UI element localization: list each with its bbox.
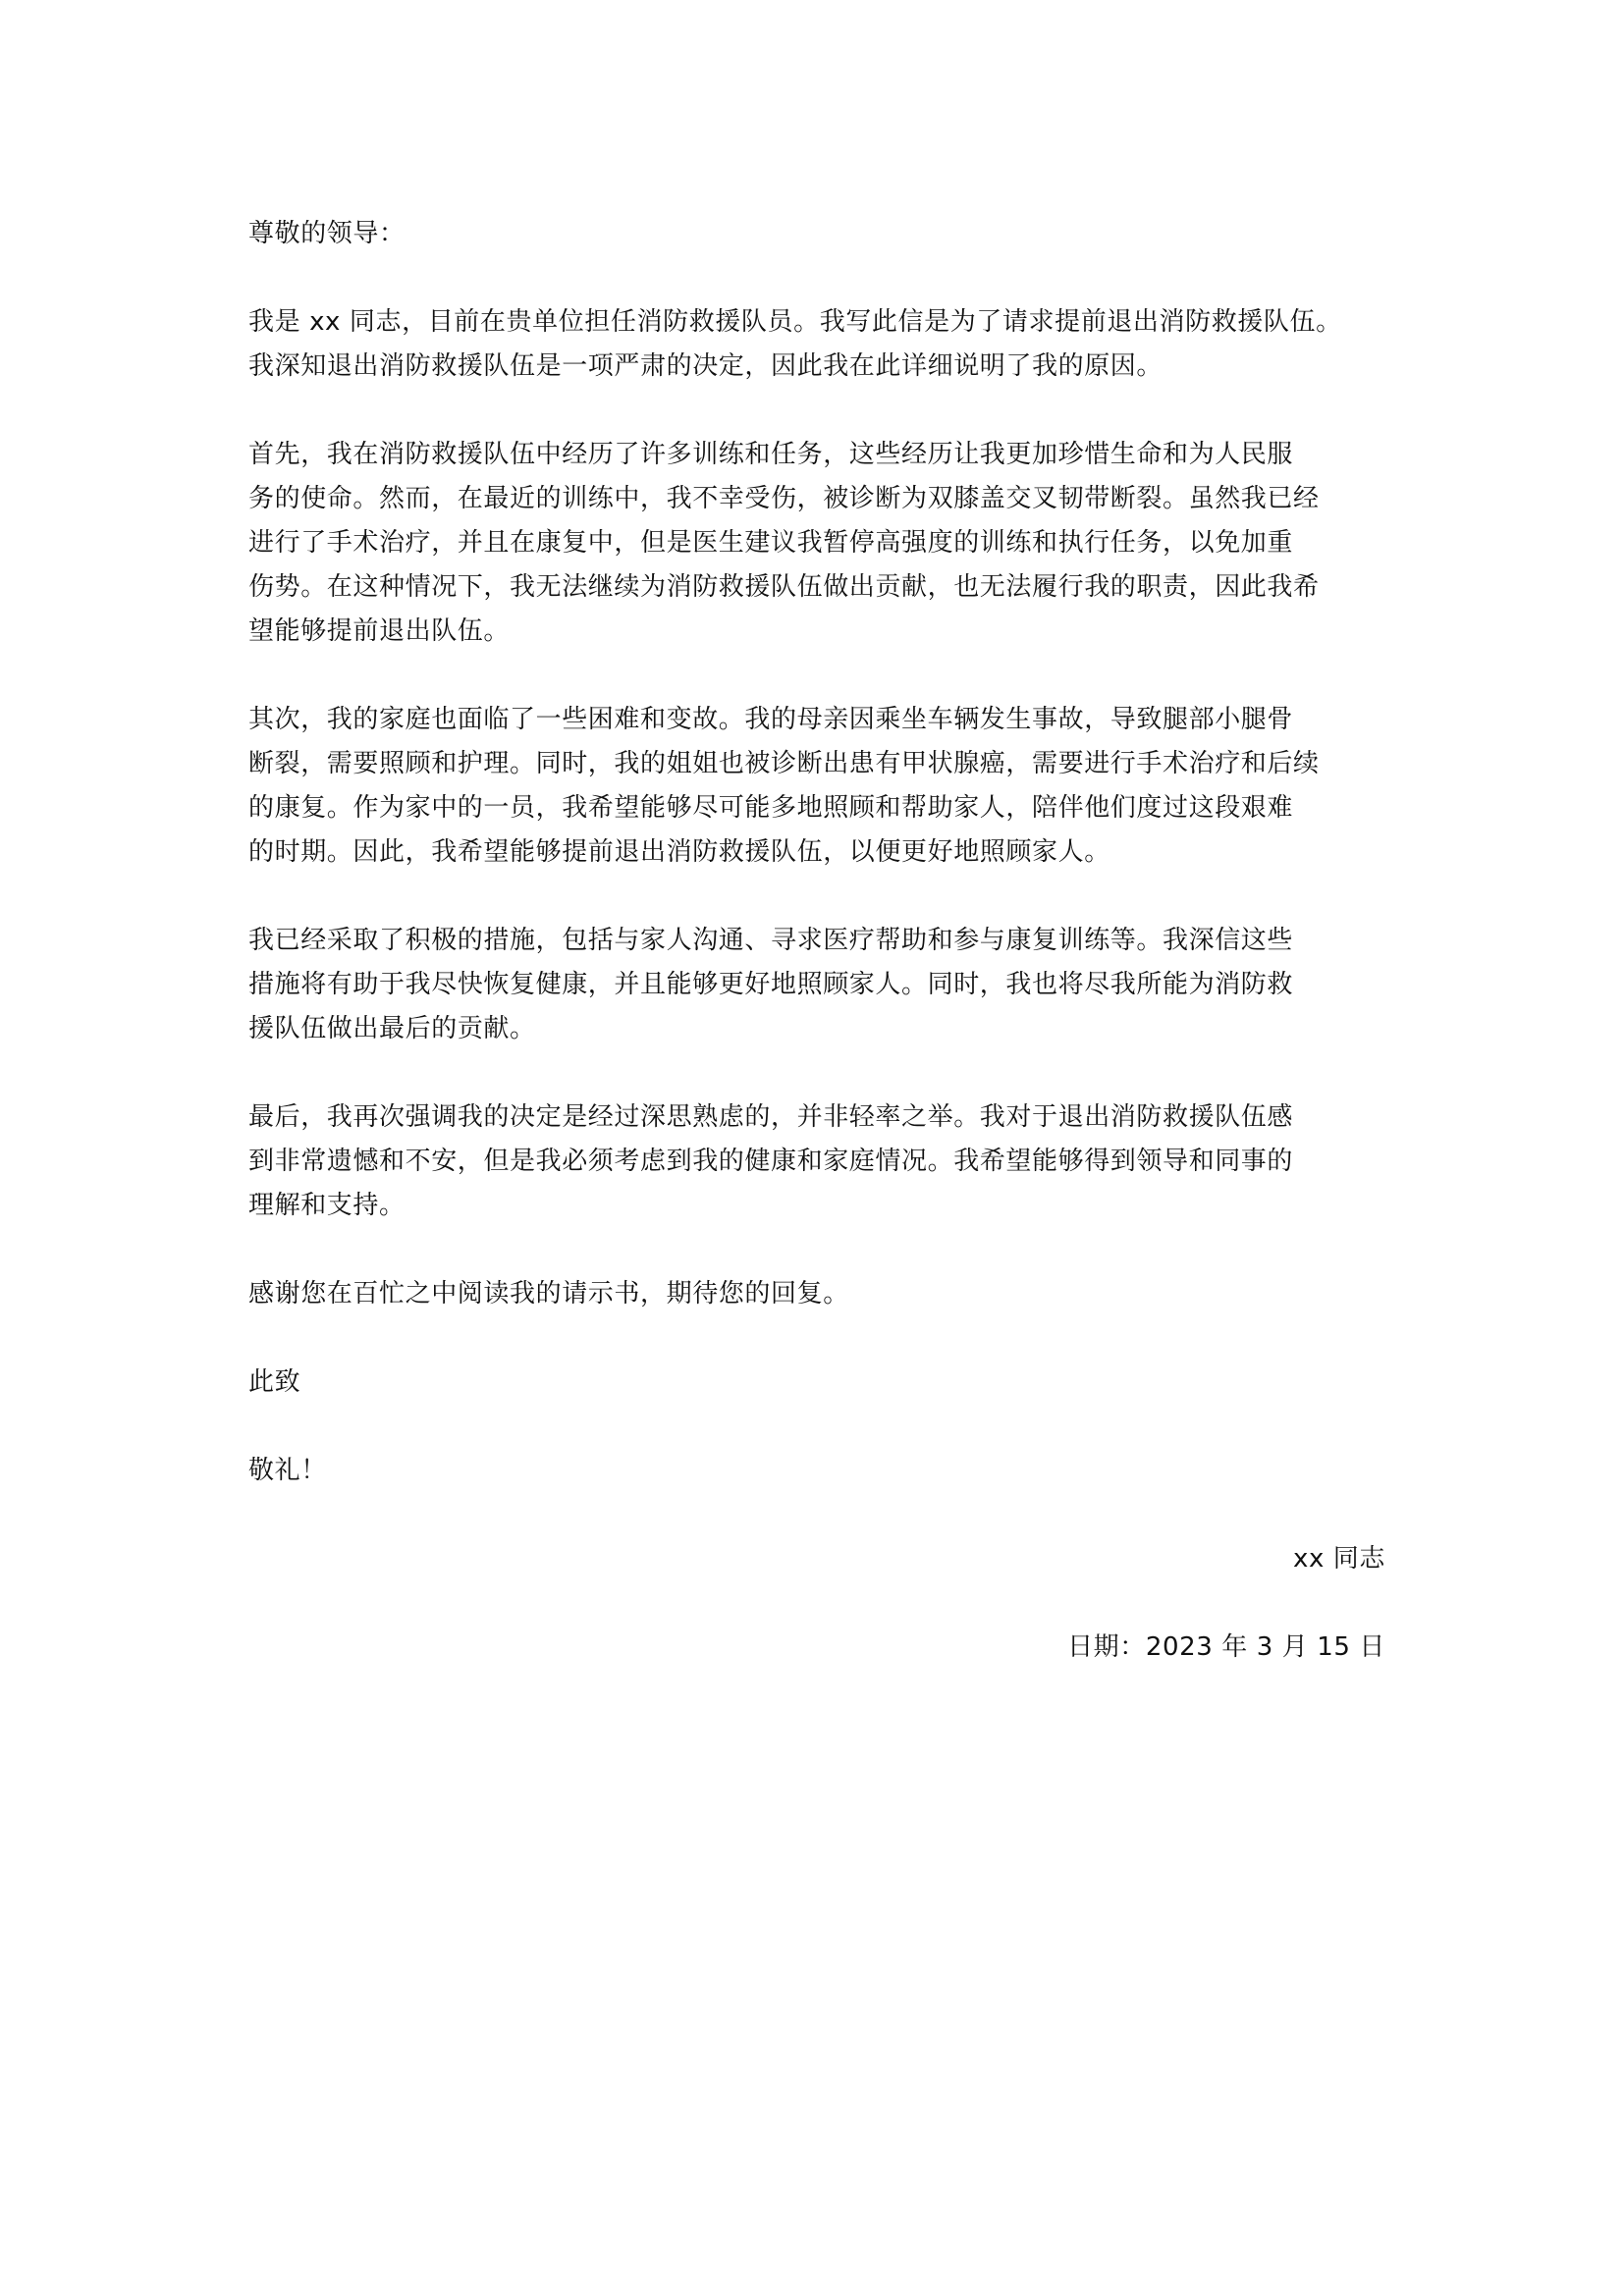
paragraph-1 bbox=[248, 300, 1385, 389]
paragraph-6 bbox=[248, 1272, 1385, 1316]
spacer bbox=[248, 654, 1385, 698]
spacer bbox=[248, 875, 1385, 919]
paragraph-line: 援队伍做出最后的贡献。 bbox=[248, 1014, 536, 1043]
paragraph-line: 望能够提前退出队伍。 bbox=[248, 616, 511, 646]
spacer bbox=[248, 1405, 1385, 1449]
paragraph-5 bbox=[248, 1095, 1385, 1228]
closing-line-1: 此致 bbox=[248, 1367, 301, 1397]
paragraph-line: 首先，我在消防救援队伍中经历了许多训练和任务，这些经历让我更加珍惜生命和为人民服 bbox=[248, 440, 1294, 469]
paragraph-line: 其次，我的家庭也面临了一些困难和变故。我的母亲因乘坐车辆发生事故，导致腿部小腿骨 bbox=[248, 705, 1294, 734]
paragraph-line: 的康复。作为家中的一员，我希望能够尽可能多地照顾和帮助家人，陪伴他们度过这段艰难 bbox=[248, 793, 1294, 823]
paragraph-3 bbox=[248, 698, 1385, 875]
paragraph-line: 断裂，需要照顾和护理。同时，我的姐姐也被诊断出患有甲状腺癌，需要进行手术治疗和后续 bbox=[248, 749, 1320, 778]
paragraph-line: 感谢您在百忙之中阅读我的请示书，期待您的回复。 bbox=[248, 1279, 849, 1308]
paragraph-line: 伤势。在这种情况下，我无法继续为消防救援队伍做出贡献，也无法履行我的职责，因此我希 bbox=[248, 572, 1320, 602]
spacer bbox=[248, 256, 1385, 300]
signature: xx 同志 bbox=[1292, 1544, 1385, 1574]
spacer bbox=[248, 1493, 1385, 1537]
spacer bbox=[248, 389, 1385, 433]
closing-line-2: 敬礼！ bbox=[248, 1456, 327, 1485]
paragraph-line: 我是 xx 同志，目前在贵单位担任消防救援队员。我写此信是为了请求提前退出消防救援队伍。 bbox=[248, 307, 1342, 337]
date: 日期：2023 年 3 月 15 日 bbox=[1067, 1632, 1385, 1662]
paragraph-line: 措施将有助于我尽快恢复健康，并且能够更好地照顾家人。同时，我也将尽我所能为消防救 bbox=[248, 970, 1294, 999]
paragraph-line: 我已经采取了积极的措施，包括与家人沟通、寻求医疗帮助和参与康复训练等。我深信这些 bbox=[248, 926, 1294, 955]
paragraph-line: 进行了手术治疗，并且在康复中，但是医生建议我暂停高强度的训练和执行任务，以免加重 bbox=[248, 528, 1294, 558]
salutation: 尊敬的领导： bbox=[248, 219, 406, 248]
spacer bbox=[248, 1051, 1385, 1095]
paragraph-line: 的时期。因此，我希望能够提前退出消防救援队伍，以便更好地照顾家人。 bbox=[248, 837, 1110, 867]
letter-body bbox=[248, 212, 1385, 1670]
spacer bbox=[248, 1581, 1385, 1626]
paragraph-line: 务的使命。然而，在最近的训练中，我不幸受伤，被诊断为双膝盖交叉韧带断裂。虽然我已经 bbox=[248, 484, 1320, 513]
paragraph-line: 到非常遗憾和不安，但是我必须考虑到我的健康和家庭情况。我希望能够得到领导和同事的 bbox=[248, 1147, 1294, 1176]
paragraph-line: 我深知退出消防救援队伍是一项严肃的决定，因此我在此详细说明了我的原因。 bbox=[248, 351, 1164, 381]
spacer bbox=[248, 1316, 1385, 1361]
paragraph-line: 最后，我再次强调我的决定是经过深思熟虑的，并非轻率之举。我对于退出消防救援队伍感 bbox=[248, 1102, 1294, 1132]
paragraph-line: 理解和支持。 bbox=[248, 1191, 406, 1220]
paragraph-4 bbox=[248, 919, 1385, 1051]
spacer bbox=[248, 1228, 1385, 1272]
paragraph-2 bbox=[248, 433, 1385, 654]
